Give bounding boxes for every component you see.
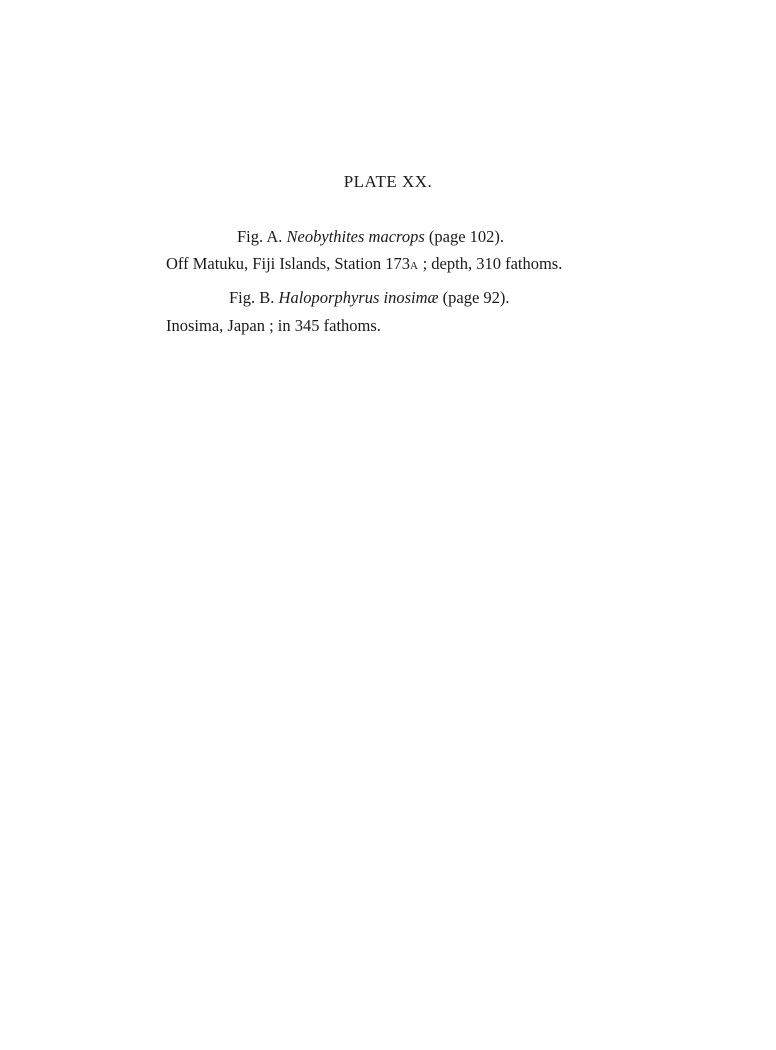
figure-a-species: Neobythites macrops — [286, 227, 425, 246]
figure-a-caption-location: Off Matuku, Fiji Islands, Station 173 — [166, 254, 410, 273]
plate-title: PLATE XX. — [343, 172, 433, 191]
figure-b-heading — [229, 288, 510, 308]
figure-a-page-ref: (page 102). — [428, 227, 505, 246]
figure-a-station-suffix: A — [410, 260, 419, 272]
figure-a-heading — [237, 227, 504, 247]
figure-b-caption: Inosima, Japan ; in 345 fathoms. — [166, 316, 381, 335]
figure-a-label: Fig. A. — [237, 227, 283, 246]
figure-b-label: Fig. B. — [229, 288, 275, 307]
figure-a-caption — [166, 254, 562, 274]
figure-b-page-ref: (page 92). — [442, 288, 510, 307]
figure-a-caption-depth: ; depth, 310 fathoms. — [418, 254, 563, 273]
figure-b-species: Haloporphyrus inosimæ — [278, 288, 439, 307]
